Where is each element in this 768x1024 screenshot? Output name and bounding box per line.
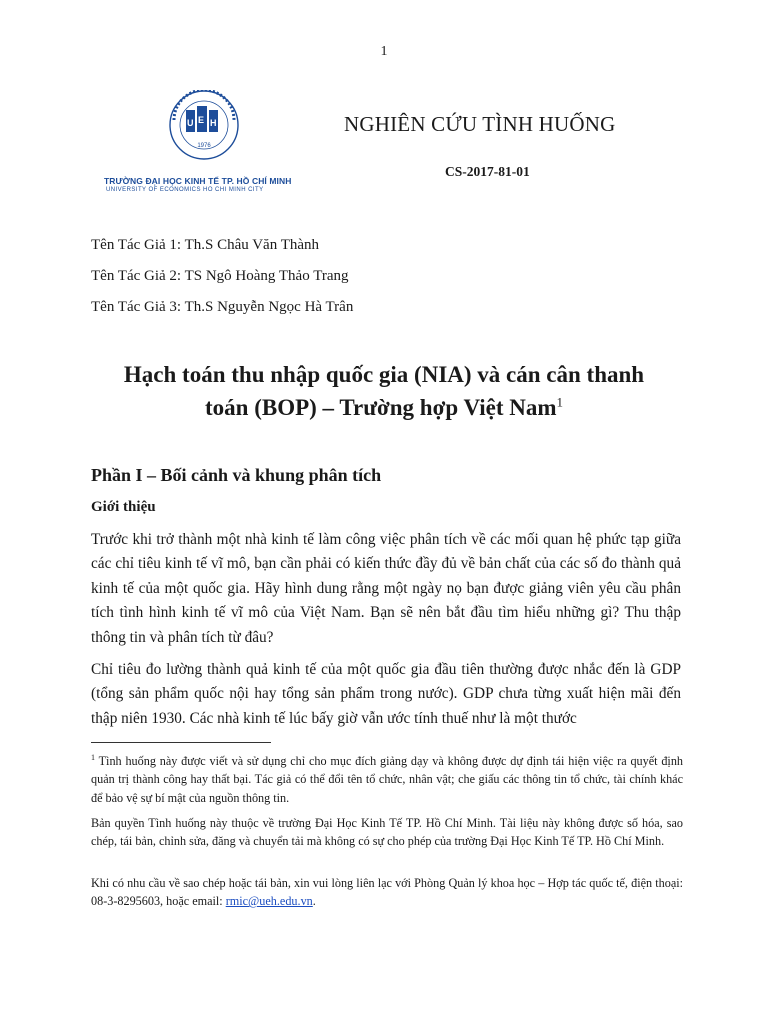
footnote-divider (91, 742, 271, 743)
footnote-1 (91, 752, 683, 807)
footnote-2: Bản quyền Tình huống này thuộc về trường Đại Học Kinh Tế TP. Hồ Chí Minh. Tài liệu này không được số hóa, sao chép, tái bản, chỉnh sửa, đăng và chuyển tải mà không có sự cho phép của trường Đại Học Kinh Tế TP. Hồ Chí Minh. (91, 816, 683, 849)
logo-caption-en: UNIVERSITY OF ECONOMICS HO CHI MINH CITY (106, 187, 264, 193)
footnote-marker[interactable]: 1 (556, 394, 563, 410)
svg-text:E: E (198, 115, 205, 125)
page-number: 1 (380, 44, 388, 59)
svg-text:H: H (210, 118, 217, 128)
email-link[interactable]: rmic@ueh.edu.vn (225, 894, 313, 909)
logo-caption-vi: TRƯỜNG ĐẠI HỌC KINH TẾ TP. HỒ CHÍ MINH (104, 176, 292, 186)
footnote-3-end: . (312, 894, 316, 909)
footnote-1-text: Tình huống này được viết và sử dụng chỉ cho mục đích giảng dạy và không được dự định tái hiện việc ra quyết định quản trị thành công hay thất bại. Tác giả có thể đổi tên tổ chức, nhân vật; che giấu các thông tin tổ chức, tài chính khác để bảo vệ sự bí mật của nguồn thông tin. (91, 754, 684, 805)
author-2: Tên Tác Giả 2: TS Ngô Hoàng Thảo Trang (91, 268, 349, 284)
footnote-3-text: Khi có nhu cầu về sao chép hoặc tái bản, xin vui lòng liên lạc với Phòng Quản lý khoa học – Hợp tác quốc tế, điện thoại: 08-3-8295603, hoặc email: (91, 876, 683, 909)
svg-text:1976: 1976 (197, 143, 211, 149)
paragraph-2: Chỉ tiêu đo lường thành quả kinh tế của một quốc gia đầu tiên thường được nhắc đến là GDP (tổng sản phẩm quốc nội hay tổng sản phẩm trong nước). GDP chưa từng xuất hiện mãi đến thập niên 1930. Các nhà kinh tế lúc bấy giờ vẫn ước tính thuế như là một thước (91, 661, 681, 727)
document-code: CS-2017-81-01 (445, 164, 530, 179)
footnote-number: 1 (91, 752, 95, 762)
svg-text:U: U (187, 118, 194, 128)
section-heading: Phần I – Bối cảnh và khung phân tích (91, 465, 382, 485)
author-1: Tên Tác Giả 1: Th.S Châu Văn Thành (91, 237, 320, 253)
author-3: Tên Tác Giả 3: Th.S Nguyễn Ngọc Hà Trân (91, 299, 354, 315)
footnote-3 (91, 874, 683, 911)
case-title-line1: Hạch toán thu nhập quốc gia (NIA) và cán cân thanh (123, 362, 645, 387)
document-type: NGHIÊN CỨU TÌNH HUỐNG (344, 112, 616, 136)
case-title-line2: toán (BOP) – Trường hợp Việt Nam (205, 395, 557, 420)
case-title (80, 358, 688, 424)
sub-heading: Giới thiệu (91, 499, 156, 515)
paragraph-1: Trước khi trở thành một nhà kinh tế làm công việc phân tích về các mối quan hệ phức tạp giữa các chỉ tiêu kinh tế vĩ mô, bạn cần phải có kiến thức đầy đủ về bản chất của các số đo thành quả kinh tế của một quốc gia. Hãy hình dung rằng một ngày nọ bạn được giảng viên yêu cầu phân tích tình hình kinh tế vĩ mô của Việt Nam. Bạn sẽ nên bắt đầu tìm hiểu những gì? Thu thập thông tin và phân tích từ đâu? (91, 531, 681, 646)
